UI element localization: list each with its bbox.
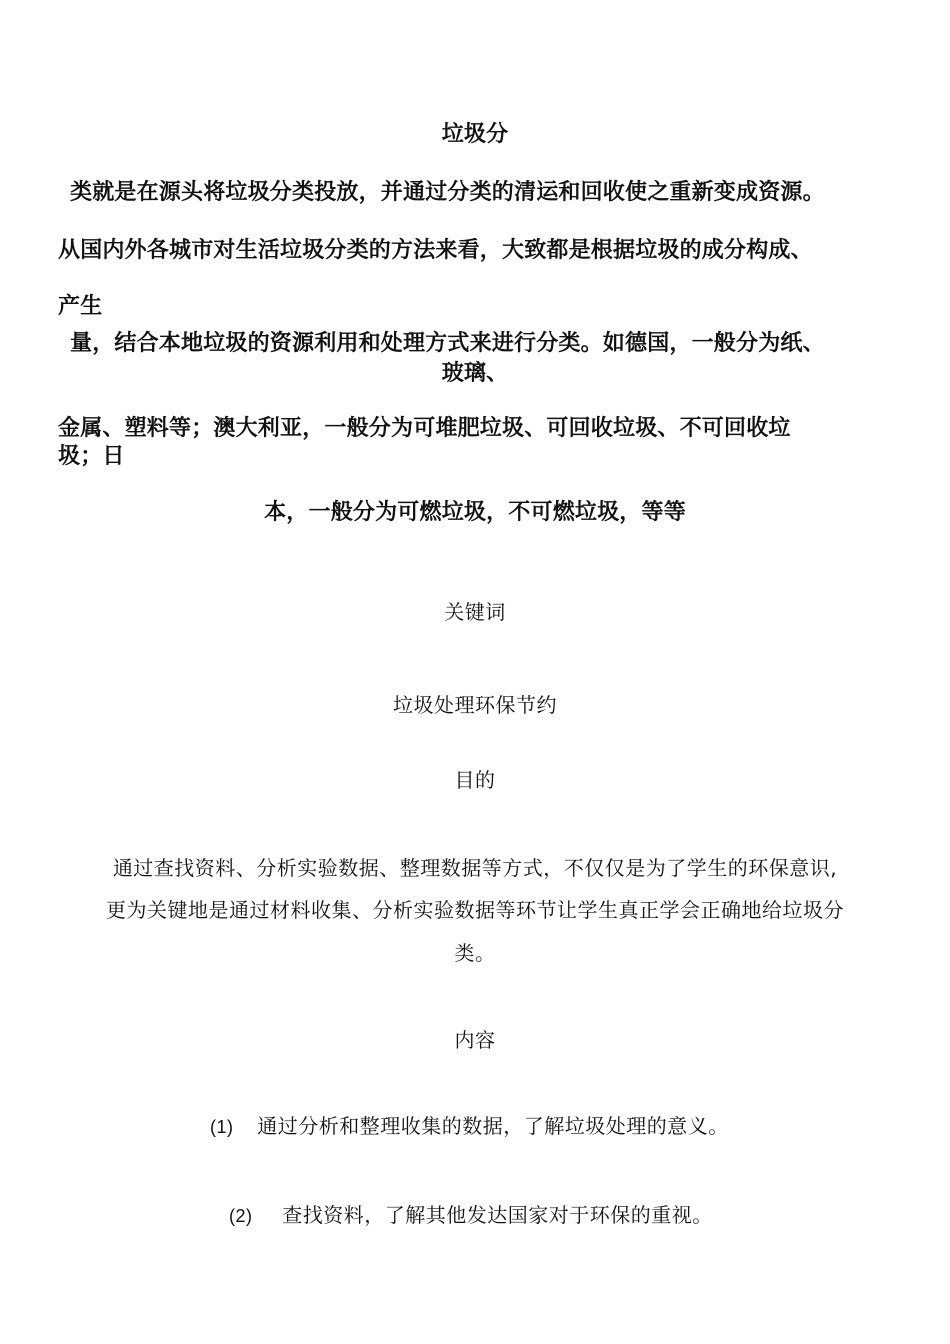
purpose-heading: 目的 <box>454 768 496 792</box>
content-heading: 内容 <box>454 1028 496 1052</box>
list-item-number: (2) <box>229 1206 253 1226</box>
purpose-line-3: 类。 <box>454 941 496 965</box>
list-item-text: 通过分析和整理收集的数据，了解垃圾处理的意义。 <box>257 1114 729 1138</box>
purpose-line-1: 通过查找资料、分析实验数据、整理数据等方式，不仅仅是为了学生的环保意识, <box>112 856 838 880</box>
intro-line-5: 玻璃、 <box>441 361 509 386</box>
list-item <box>210 1113 729 1140</box>
keywords-text: 垃圾处理环保节约 <box>393 693 557 717</box>
list-item <box>229 1202 713 1229</box>
intro-line-1: 类就是在源头将垃圾分类投放，并通过分类的清运和回收使之重新变成资源。 <box>70 180 825 205</box>
intro-line-4: 量，结合本地垃圾的资源利用和处理方式来进行分类。如德国，一般分为纸、 <box>70 331 825 356</box>
intro-line-2: 从国内外各城市对生活垃圾分类的方法来看，大致都是根据垃圾的成分构成、 <box>58 238 813 263</box>
list-item-number: (1) <box>210 1117 234 1137</box>
intro-line-3: 产生 <box>58 294 103 319</box>
intro-line-6: 金属、塑料等；澳大利亚，一般分为可堆肥垃圾、可回收垃圾、不可回收垃 <box>58 416 791 441</box>
keywords-heading: 关键词 <box>444 600 506 624</box>
intro-line-8: 本，一般分为可燃垃圾，不可燃垃圾，等等 <box>264 500 686 525</box>
purpose-line-2: 更为关键地是通过材料收集、分析实验数据等环节让学生真正学会正确地给垃圾分 <box>106 898 844 922</box>
list-item-text: 查找资料，了解其他发达国家对于环保的重视。 <box>282 1203 713 1227</box>
intro-title-line: 垃圾分 <box>441 122 509 147</box>
intro-line-7: 圾；日 <box>58 444 125 469</box>
